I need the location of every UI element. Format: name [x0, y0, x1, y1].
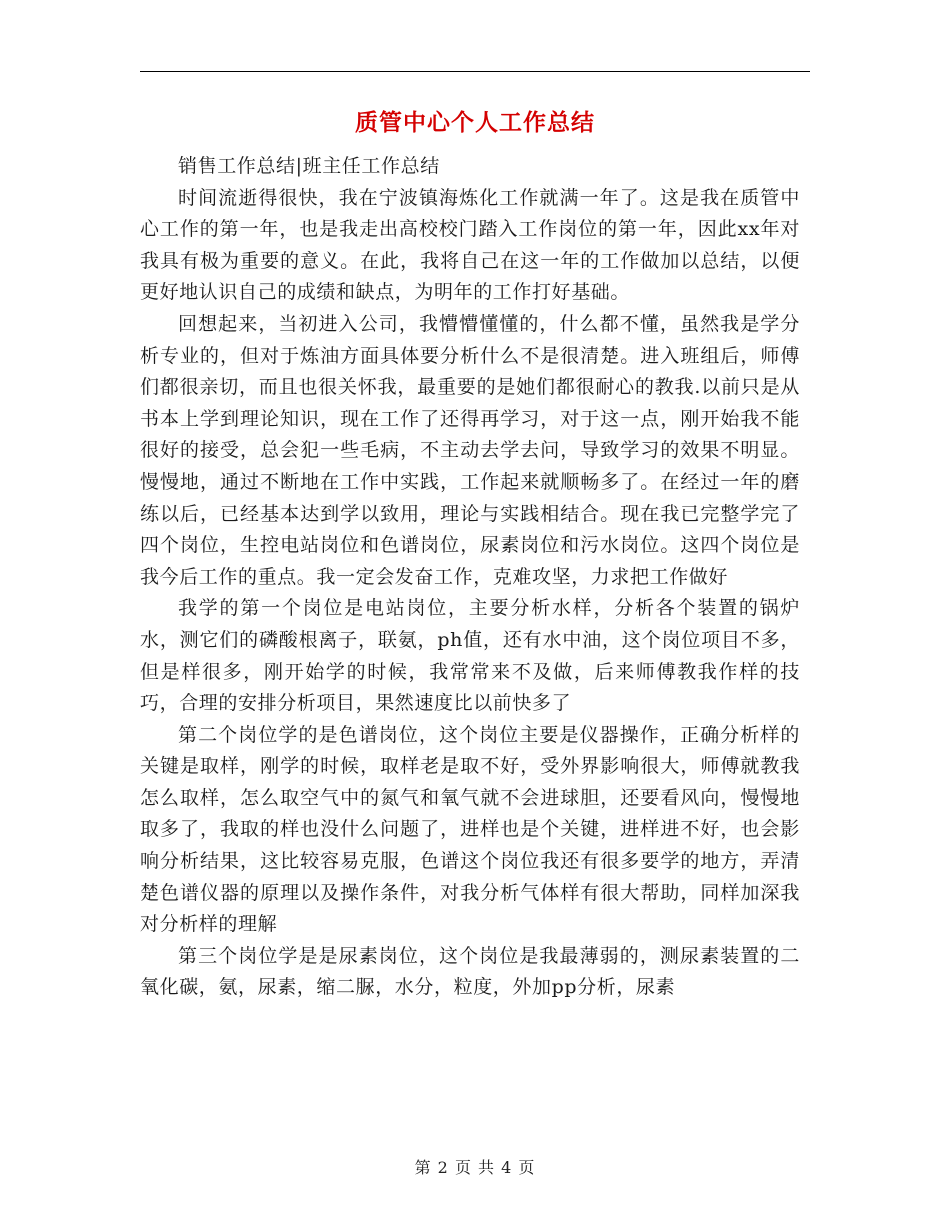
paragraph-review: 回想起来，当初进入公司，我懵懵懂懂的，什么都不懂，虽然我是学分析专业的，但对于炼油方面具体要分析什么不是很清楚。进入班组后，师傅们都很亲切，而且也很关怀我，最重要的是她们都很耐心的教我.以前只是从书本上学到理论知识，现在工作了还得再学习，对于这一点，刚开始我不能很好的接受，总会犯一些毛病，不主动去学去问，导致学习的效果不明显。慢慢地，通过不断地在工作中实践，工作起来就顺畅多了。在经过一年的磨练以后，已经基本达到学以致用，理论与实践相结合。现在我已完整学完了四个岗位，生控电站岗位和色谱岗位，尿素岗位和污水岗位。这四个岗位是我今后工作的重点。我一定会发奋工作，克难攻坚，力求把工作做好: [140, 312, 800, 588]
paragraph-second-post: 第二个岗位学的是色谱岗位，这个岗位主要是仪器操作，正确分析样的关键是取样，刚学的时候，取样老是取不好，受外界影响很大，师傅就教我怎么取样，怎么取空气中的氮气和氧气就不会进球胆，还要看风向，慢慢地取多了，我取的样也没什么问题了，进样也是个关键，进样进不好，也会影响分析结果，这比较容易克服，色谱这个岗位我还有很多要学的地方，弄清楚色谱仪器的原理以及操作条件，对我分析气体样有很大帮助，同样加深我对分析样的理解: [140, 723, 800, 936]
paragraph-first-post: 我学的第一个岗位是电站岗位，主要分析水样，分析各个装置的锅炉水，测它们的磷酸根离子，联氨，ph值，还有水中油，这个岗位项目不多，但是样很多，刚开始学的时候，我常常来不及做，后来师傅教我作样的技巧，合理的安排分析项目，果然速度比以前快多了: [140, 597, 800, 715]
subtitle-line: 销售工作总结|班主任工作总结: [178, 155, 440, 177]
document-body: [140, 151, 800, 1004]
document-title: 质管中心个人工作总结: [355, 109, 595, 136]
paragraph-third-post: 第三个岗位学是是尿素岗位，这个岗位是我最薄弱的，测尿素装置的二氧化碳，氨，尿素，缩二脲，水分，粒度，外加pp分析，尿素: [140, 944, 800, 999]
header-rule: [140, 71, 810, 72]
page-number: 第 2 页 共 4 页: [414, 1158, 536, 1177]
paragraph-intro: 时间流逝得很快，我在宁波镇海炼化工作就满一年了。这是我在质管中心工作的第一年，也是我走出高校校门踏入工作岗位的第一年，因此xx年对我具有极为重要的意义。在此，我将自己在这一年的工作做加以总结，以便更好地认识自己的成绩和缺点，为明年的工作打好基础。: [140, 186, 800, 304]
